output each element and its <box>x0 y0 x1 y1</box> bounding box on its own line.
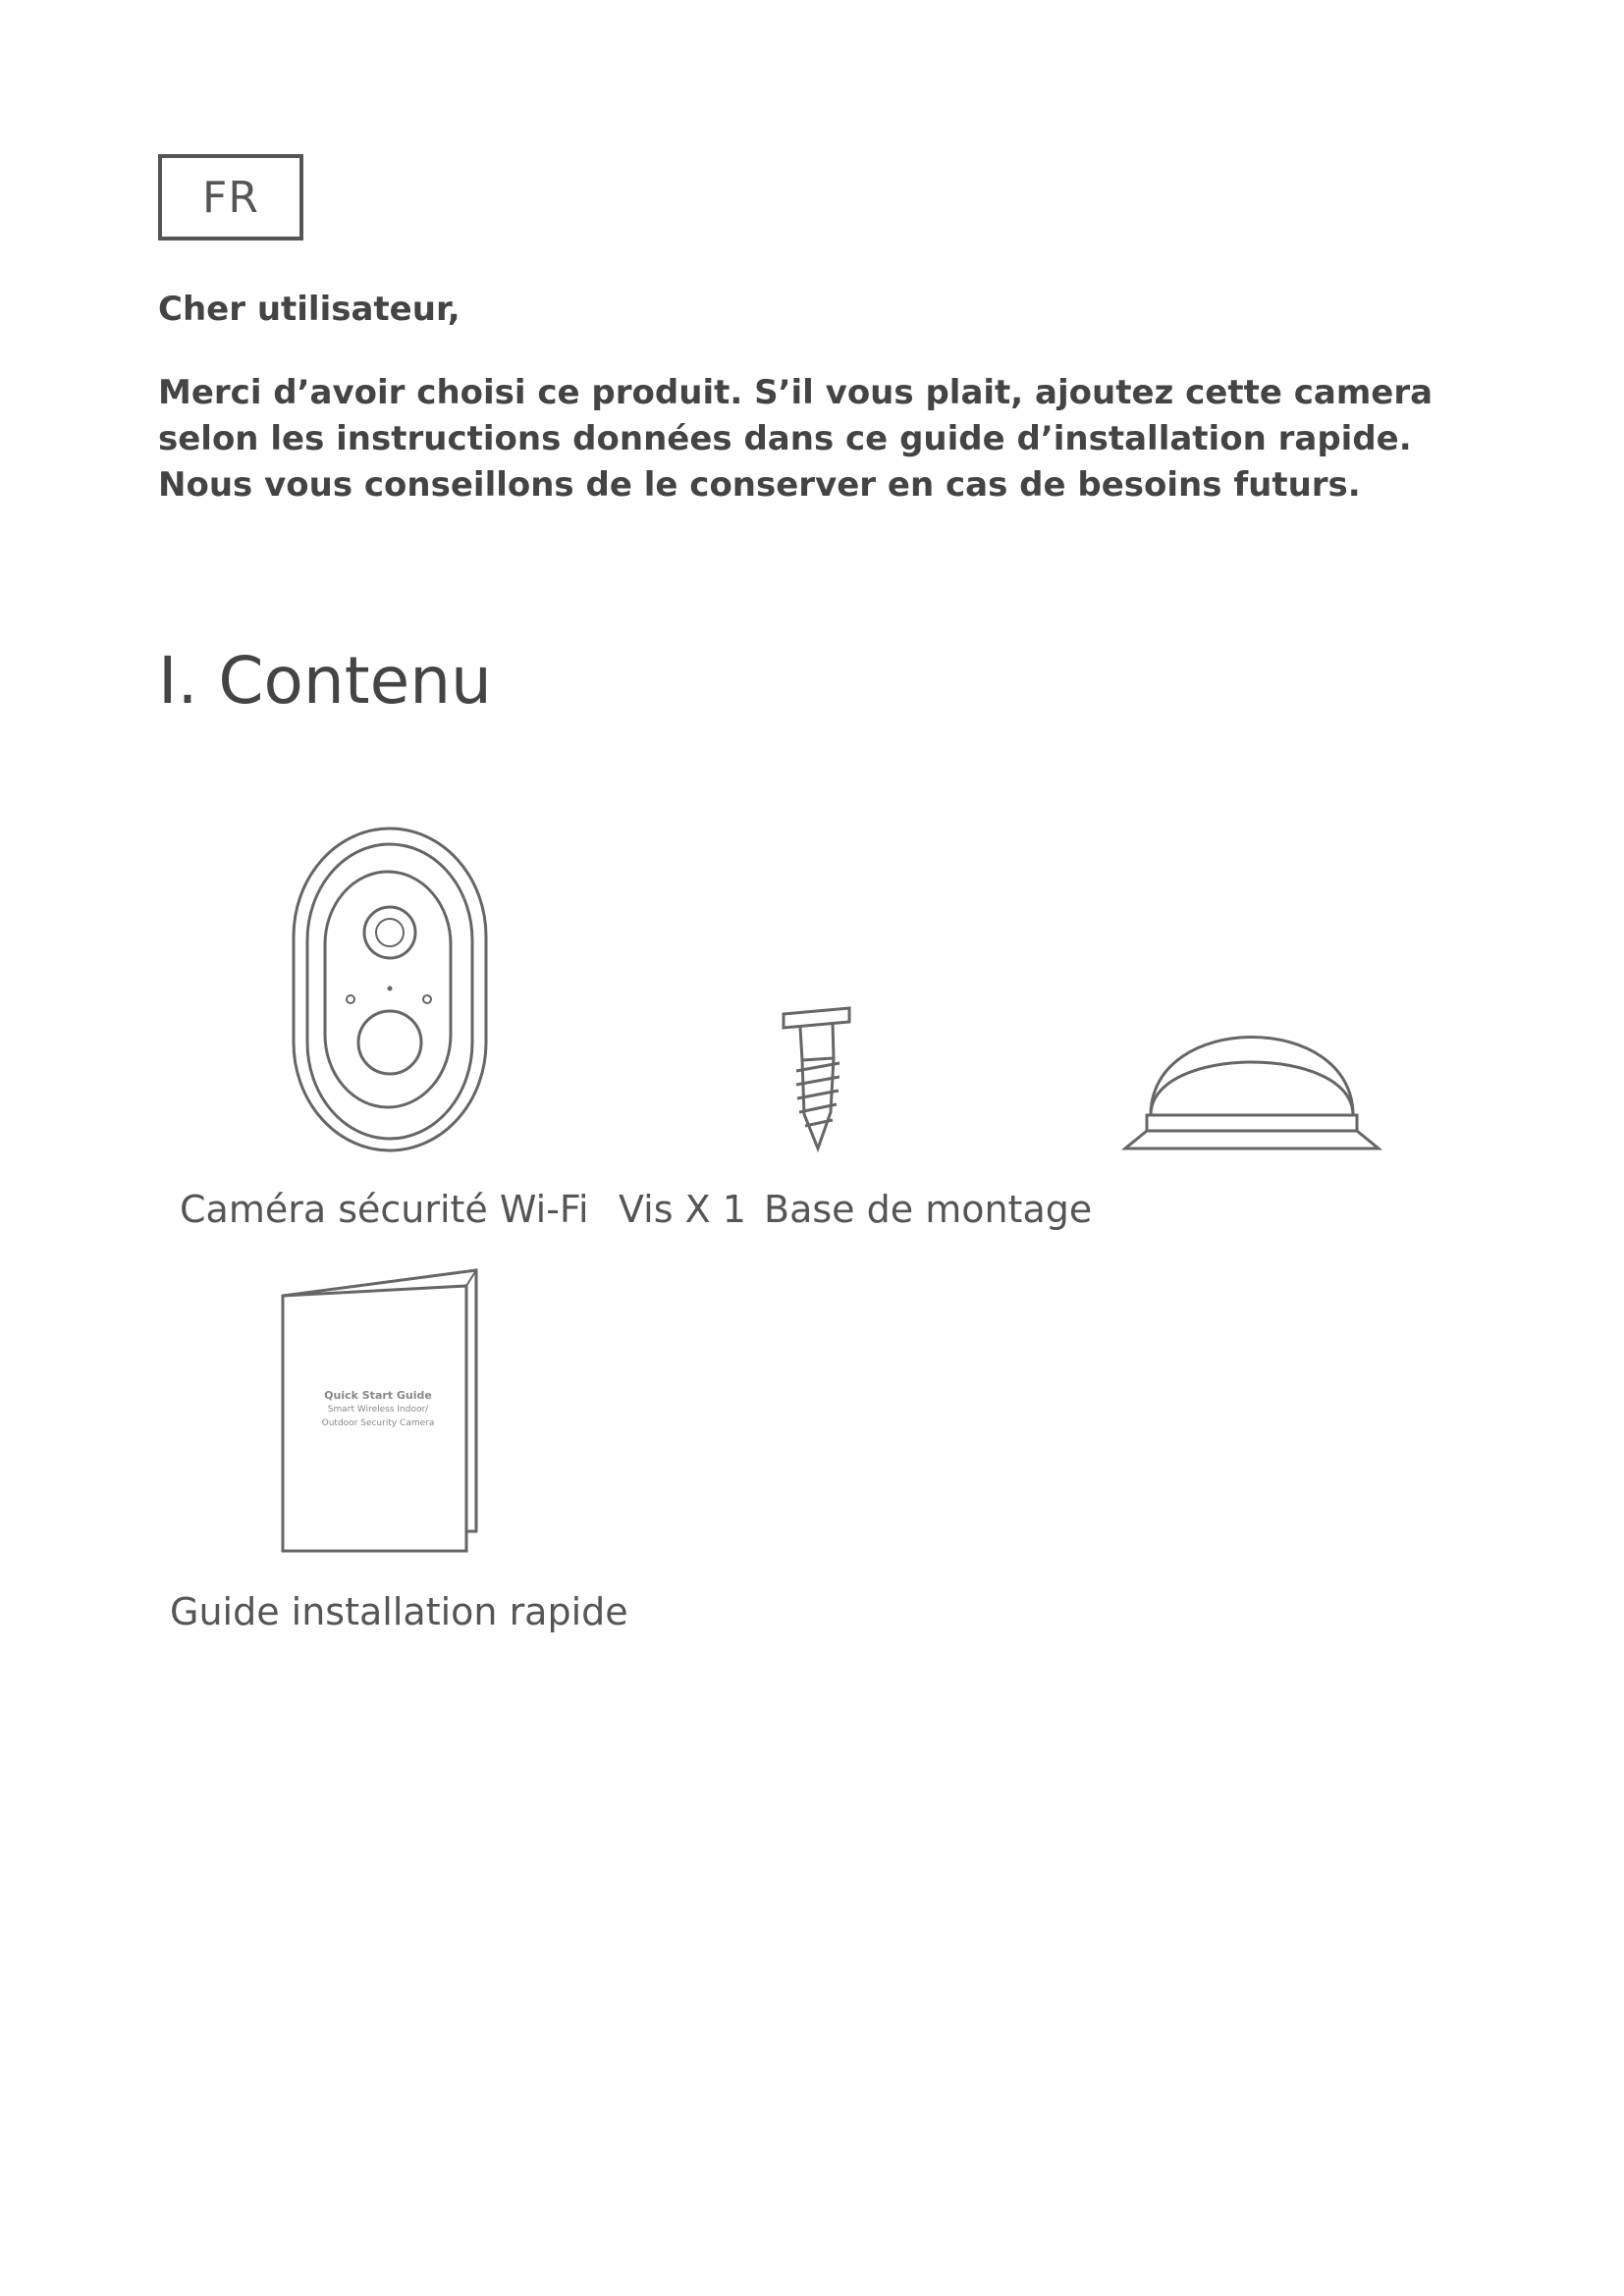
camera-illustration <box>290 825 496 1158</box>
booklet-subtitle-2: Outdoor Security Camera <box>321 1418 435 1428</box>
screw-icon <box>779 1006 857 1153</box>
label-base: Base de montage <box>764 1188 1093 1231</box>
language-code: FR <box>202 172 259 223</box>
label-camera: Caméra sécurité Wi-Fi <box>180 1188 589 1231</box>
section-title-contents: I. Contenu <box>158 643 492 719</box>
base-illustration <box>1119 1011 1384 1158</box>
language-badge <box>158 154 303 240</box>
greeting: Cher utilisateur, <box>158 290 460 329</box>
label-screw: Vis X 1 <box>619 1188 746 1231</box>
booklet-cover-text <box>290 1389 466 1430</box>
camera-icon <box>290 825 496 1158</box>
guide-illustration <box>280 1266 501 1561</box>
label-guide: Guide installation rapide <box>170 1590 628 1633</box>
booklet-title: Quick Start Guide <box>324 1389 432 1402</box>
screw-illustration <box>779 1006 857 1153</box>
intro-paragraph: Merci d’avoir choisi ce produit. S’il vous plait, ajoutez cette camera selon les instructions données dans ce guide d’installation rapide. Nous vous conseillons de le conserver en cas de besoins futurs. <box>158 373 1434 505</box>
booklet-subtitle-1: Smart Wireless Indoor/ <box>327 1405 429 1415</box>
mounting-base-icon <box>1119 1011 1384 1158</box>
